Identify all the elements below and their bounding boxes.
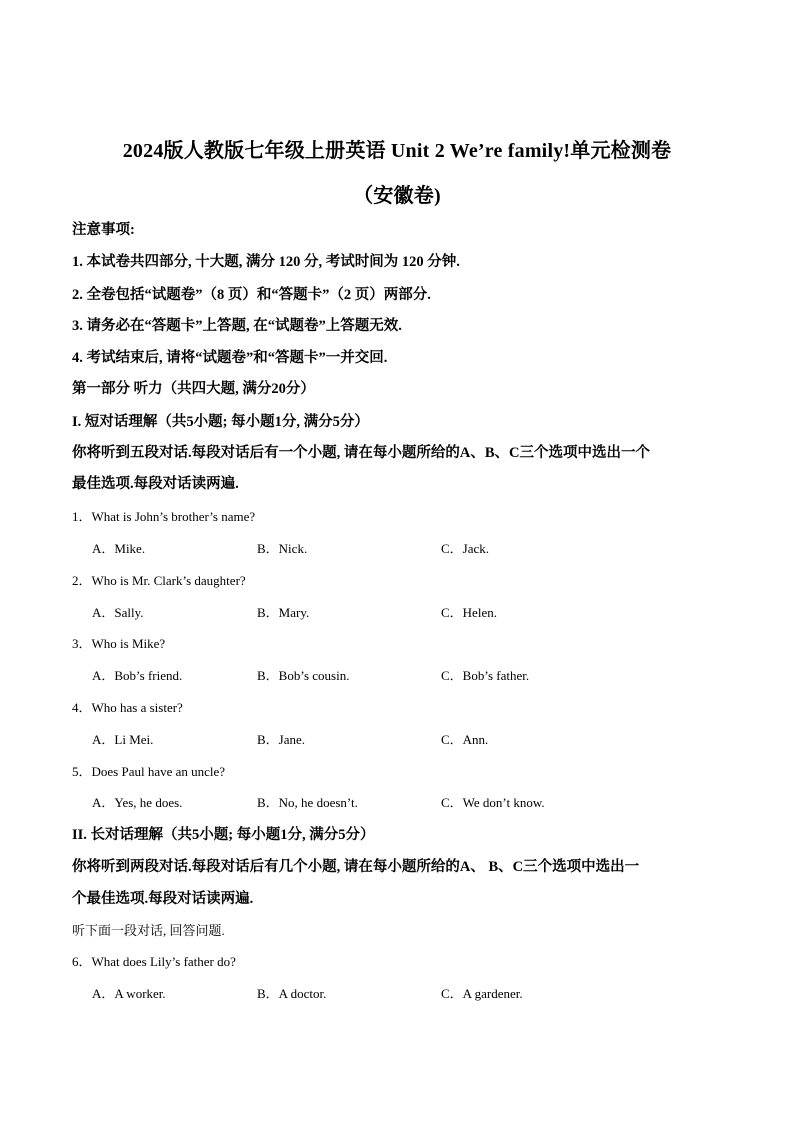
question-5-option-a: A．Yes, he does. (92, 795, 183, 810)
question-3-option-c: C．Bob’s father. (441, 668, 530, 683)
question-5-option-c: C．We don’t know. (441, 795, 545, 810)
question-3-option-a: A．Bob’s friend. (92, 668, 183, 683)
section1-instructions-line2: 最佳选项.每段对话读两遍. (72, 476, 239, 492)
question-6-option-c: C．A gardener. (441, 986, 523, 1001)
section1-instructions-line1: 你将听到五段对话.每段对话后有一个小题, 请在每小题所给的A、B、C三个选项中选出一个 (72, 445, 650, 461)
question-4-option-c: C．Ann. (441, 732, 489, 747)
question-4-option-a: A．Li Mei. (92, 732, 154, 747)
question-4-option-b: B．Jane. (257, 732, 306, 747)
question-1-option-b: B．Nick. (257, 541, 308, 556)
question-5-option-b: B．No, he doesn’t. (257, 795, 358, 810)
section2-instructions-line1: 你将听到两段对话.每段对话后有几个小题, 请在每小题所给的A、 B、C三个选项中选出一 (72, 859, 640, 875)
question-5: 5．Does Paul have an uncle? (72, 764, 226, 779)
note-item-2: 2. 全卷包括“试题卷”（8 页）和“答题卡”（2 页）两部分. (72, 287, 431, 303)
document-subtitle: （安徽卷) (353, 185, 441, 207)
section2-heading: II. 长对话理解（共5小题; 每小题1分, 满分5分） (72, 827, 375, 843)
question-4: 4．Who has a sister? (72, 700, 183, 715)
notes-heading: 注意事项: (72, 222, 135, 238)
question-2-option-c: C．Helen. (441, 605, 497, 620)
question-2-option-b: B．Mary. (257, 605, 310, 620)
section2-sub-instruction: 听下面一段对话, 回答问题. (72, 923, 225, 938)
document-title: 2024版人教版七年级上册英语 Unit 2 We’re family!单元检测卷 (122, 140, 672, 162)
question-6: 6．What does Lily’s father do? (72, 954, 236, 969)
question-3-option-b: B．Bob’s cousin. (257, 668, 350, 683)
question-1-option-c: C．Jack. (441, 541, 490, 556)
part1-heading: 第一部分 听力（共四大题, 满分20分） (72, 381, 315, 397)
question-6-option-b: B．A doctor. (257, 986, 327, 1001)
note-item-4: 4. 考试结束后, 请将“试题卷”和“答题卡”一并交回. (72, 350, 388, 366)
section2-instructions-line2: 个最佳选项.每段对话读两遍. (72, 891, 254, 907)
question-2-option-a: A．Sally. (92, 605, 144, 620)
section1-heading: I. 短对话理解（共5小题; 每小题1分, 满分5分） (72, 414, 369, 430)
question-1-option-a: A．Mike. (92, 541, 146, 556)
question-3: 3．Who is Mike? (72, 636, 166, 651)
note-item-3: 3. 请务必在“答题卡”上答题, 在“试题卷”上答题无效. (72, 318, 402, 334)
question-1: 1．What is John’s brother’s name? (72, 509, 256, 524)
question-2: 2．Who is Mr. Clark’s daughter? (72, 573, 246, 588)
note-item-1: 1. 本试卷共四部分, 十大题, 满分 120 分, 考试时间为 120 分钟. (72, 254, 460, 270)
question-6-option-a: A．A worker. (92, 986, 166, 1001)
